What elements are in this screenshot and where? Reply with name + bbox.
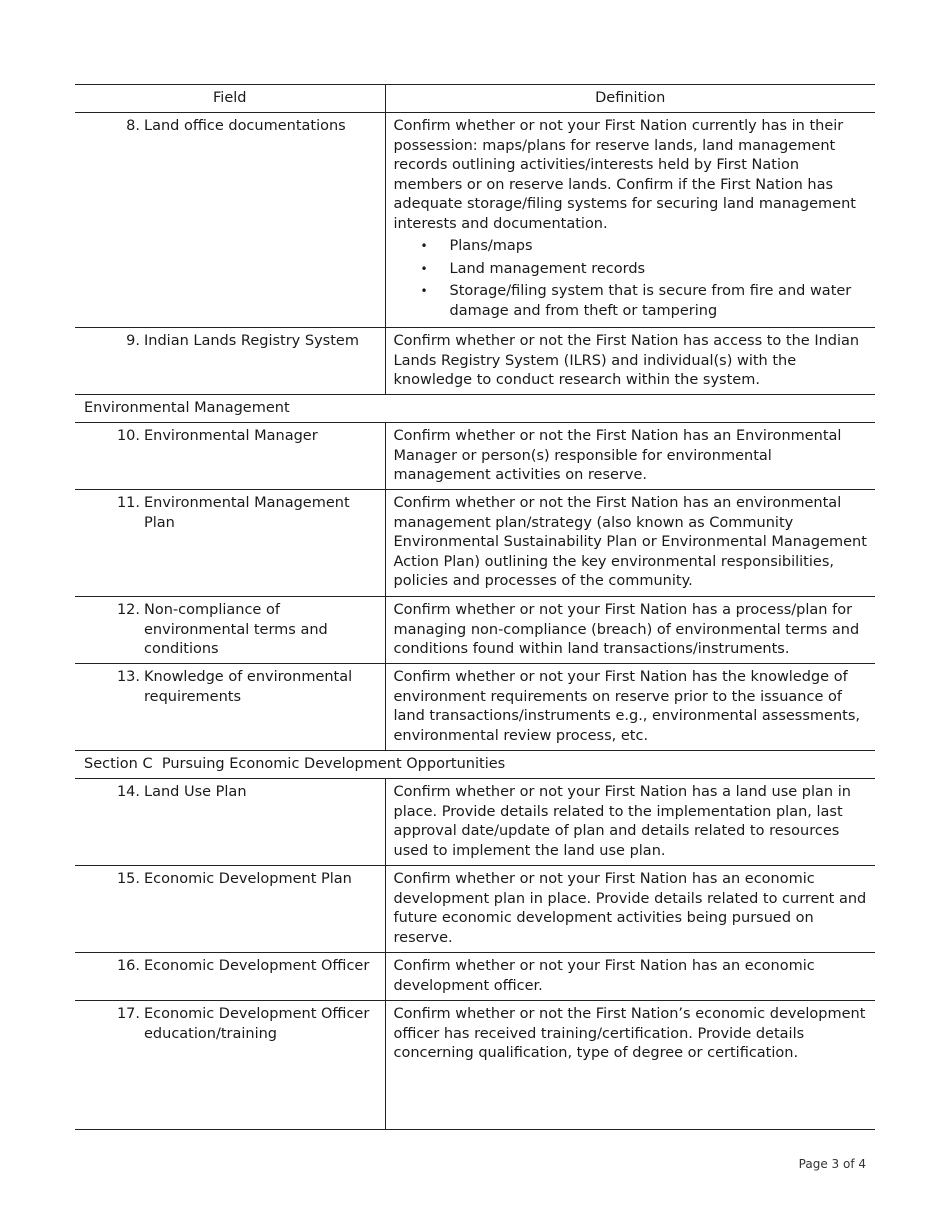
section-title: Environmental Management <box>75 395 875 423</box>
field-number: 17. <box>116 1006 140 1022</box>
field-number: 9. <box>126 333 140 349</box>
definition-cell <box>385 1001 875 1130</box>
field-name: Economic Development Officer <box>144 958 370 974</box>
section-row <box>75 395 875 423</box>
table-row <box>75 423 875 490</box>
field-cell <box>75 779 385 866</box>
field-name: Knowledge of environmental requirements <box>144 669 353 705</box>
definitions-table <box>75 84 875 1130</box>
bullet-item: • Plans/maps <box>421 237 868 257</box>
page-number: Page 3 of 4 <box>798 1157 866 1171</box>
section-title: Section C Pursuing Economic Development Opportunities <box>75 751 875 779</box>
table-row <box>75 597 875 664</box>
field-cell <box>75 423 385 490</box>
definition-cell <box>385 113 875 328</box>
table-header-row <box>75 85 875 113</box>
definition-cell <box>385 953 875 1001</box>
field-number: 11. <box>116 495 140 511</box>
field-number: 12. <box>116 602 140 618</box>
definition-text: Confirm whether or not your First Nation has a land use plan in place. Provide details related to the implementation plan, last approval date/update of plan and details related to resources used to implement the land use plan. <box>393 784 851 859</box>
definition-text: Confirm whether or not the First Nation has an environmental management plan/strategy (also known as Community Environmental Sustainability Plan or Environmental Management Action Plan) outlining the key environmental responsibilities, policies and processes of the community. <box>393 495 867 589</box>
definition-text: Confirm whether or not your First Nation currently has in their possession: maps/plans for reserve lands, land management records outlining activities/interests held by First Nation members or on reserve lands. Confirm if the First Nation has adequate storage/filing systems for securing land management interests and documentation. <box>393 118 856 232</box>
bullet-item: • Storage/filing system that is secure from fire and water damage and from theft or tampering <box>421 282 868 321</box>
table-row <box>75 953 875 1001</box>
field-cell <box>75 1001 385 1130</box>
section-row <box>75 751 875 779</box>
field-cell <box>75 664 385 751</box>
table-row <box>75 490 875 597</box>
field-cell <box>75 597 385 664</box>
definition-cell <box>385 328 875 395</box>
field-number: 10. <box>116 428 140 444</box>
field-name: Land Use Plan <box>144 784 247 800</box>
definition-cell <box>385 779 875 866</box>
field-column-header: Field <box>75 85 385 113</box>
definition-text: Confirm whether or not your First Nation has an economic development plan in place. Provide details related to current and future economic development activities being pursued on reserve. <box>393 871 867 946</box>
field-name: Economic Development Officer education/training <box>144 1006 370 1042</box>
definition-column-header: Definition <box>385 85 875 113</box>
field-number: 8. <box>126 118 140 134</box>
field-name: Non-compliance of environmental terms and conditions <box>144 602 328 657</box>
table-row <box>75 1001 875 1130</box>
definition-cell <box>385 664 875 751</box>
definition-text: Confirm whether or not your First Nation has the knowledge of environment requirements on reserve prior to the issuance of land transactions/instruments e.g., environmental assessments, environmental review process, etc. <box>393 669 860 744</box>
field-name: Environmental Management Plan <box>144 495 350 531</box>
definition-cell <box>385 866 875 953</box>
field-cell <box>75 490 385 597</box>
definition-text: Confirm whether or not your First Nation has an economic development officer. <box>393 958 815 994</box>
field-cell <box>75 113 385 328</box>
definition-text: Confirm whether or not the First Nation has an Environmental Manager or person(s) responsible for environmental management activities on reserve. <box>393 428 842 483</box>
field-name: Environmental Manager <box>144 428 318 444</box>
field-cell <box>75 328 385 395</box>
field-name: Indian Lands Registry System <box>144 333 359 349</box>
definition-cell <box>385 423 875 490</box>
definition-cell <box>385 490 875 597</box>
field-number: 13. <box>116 669 140 685</box>
definition-text: Confirm whether or not the First Nation’s economic development officer has received training/certification. Provide details concerning qualification, type of degree or certification. <box>393 1006 866 1061</box>
table-row <box>75 328 875 395</box>
field-name: Land office documentations <box>144 118 346 134</box>
table-row <box>75 866 875 953</box>
table-row <box>75 664 875 751</box>
field-number: 14. <box>116 784 140 800</box>
table-row <box>75 779 875 866</box>
field-number: 15. <box>116 871 140 887</box>
definition-cell <box>385 597 875 664</box>
definition-text: Confirm whether or not the First Nation has access to the Indian Lands Registry System (ILRS) and individual(s) with the knowledge to conduct research within the system. <box>393 333 860 388</box>
definition-bullet-list <box>394 237 868 321</box>
field-cell <box>75 866 385 953</box>
table-row <box>75 113 875 328</box>
definition-text: Confirm whether or not your First Nation has a process/plan for managing non-compliance (breach) of environmental terms and conditions found within land transactions/instruments. <box>393 602 860 657</box>
bullet-item: • Land management records <box>421 260 868 280</box>
field-name: Economic Development Plan <box>144 871 352 887</box>
field-number: 16. <box>116 958 140 974</box>
field-cell <box>75 953 385 1001</box>
